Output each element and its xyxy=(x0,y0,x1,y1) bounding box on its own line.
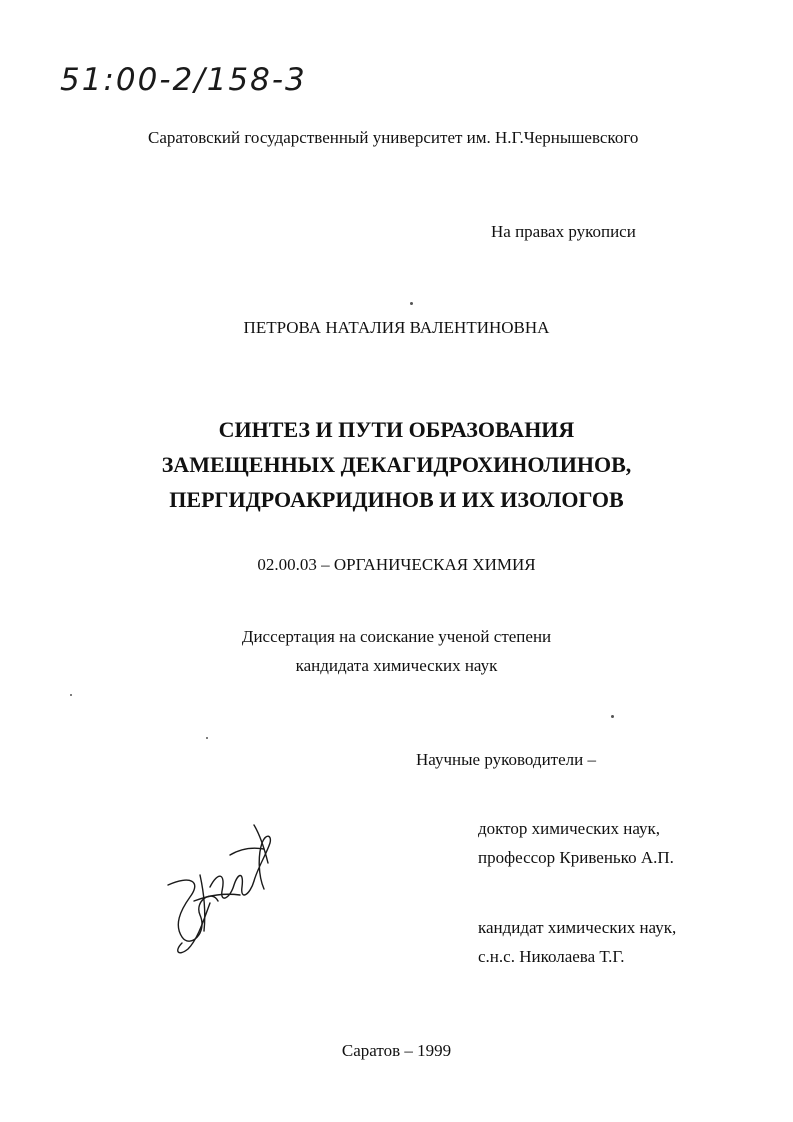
title-line: ПЕРГИДРОАКРИДИНОВ И ИХ ИЗОЛОГОВ xyxy=(169,487,624,512)
scan-speck xyxy=(611,715,614,718)
title-line: ЗАМЕЩЕННЫХ ДЕКАГИДРОХИНОЛИНОВ, xyxy=(161,452,632,477)
handwritten-catalog-code: 51:00-2/158-3 xyxy=(60,62,307,98)
dissertation-title xyxy=(0,412,793,517)
university-name: Саратовский государственный университет им. Н.Г.Чернышевского xyxy=(148,128,639,147)
rights-notice: На правах рукописи xyxy=(491,222,636,241)
handwritten-signature xyxy=(160,815,290,960)
advisor-name: профессор Кривенько А.П. xyxy=(478,848,674,867)
specialty-code: 02.00.03 – ОРГАНИЧЕСКАЯ ХИМИЯ xyxy=(257,555,536,574)
scan-speck xyxy=(206,737,208,739)
advisor-degree: доктор химических наук, xyxy=(478,819,661,838)
degree-line: Диссертация на соискание ученой степени xyxy=(241,627,552,646)
degree-line: кандидата химических наук xyxy=(295,656,498,675)
city-year: Саратов – 1999 xyxy=(341,1041,452,1060)
advisors-heading: Научные руководители – xyxy=(416,750,596,769)
author-name: ПЕТРОВА НАТАЛИЯ ВАЛЕНТИНОВНА xyxy=(243,318,550,337)
advisor-1 xyxy=(478,814,674,872)
advisor-degree: кандидат химических наук, xyxy=(478,918,677,937)
degree-statement xyxy=(0,622,793,680)
advisor-name: с.н.с. Николаева Т.Г. xyxy=(478,947,625,966)
scan-speck xyxy=(410,302,413,305)
scan-speck xyxy=(70,694,72,696)
advisor-2 xyxy=(478,913,676,971)
title-line: СИНТЕЗ И ПУТИ ОБРАЗОВАНИЯ xyxy=(218,417,575,442)
